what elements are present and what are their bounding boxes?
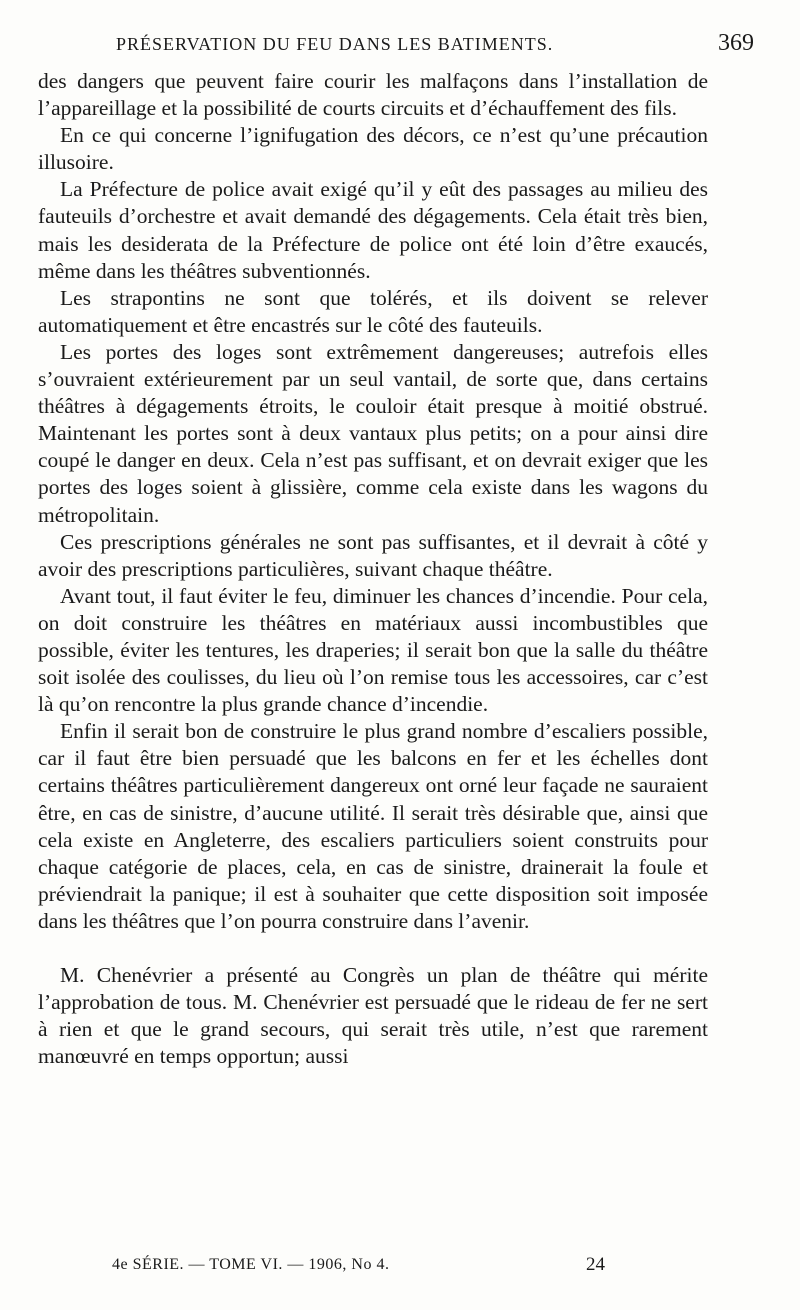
page-header [38,30,778,64]
body-text [38,68,708,1070]
paragraph: Les strapontins ne sont que tolérés, et ils doivent se relever automatiquement et être encastrés sur le côté des fauteuils. [38,285,708,337]
paragraph: Avant tout, il faut éviter le feu, diminuer les chances d’incendie. Pour cela, on doit construire les théâtres en matériaux aussi incombustibles que possible, éviter les tentures, les draperies; il serait bon que la salle du théâtre soit isolée des coulisses, du lieu où l’on remise tous les accessoires, car c’est là qu’on rencontre la plus grande chance d’incendie. [38,583,708,717]
signature-mark: 24 [586,1254,605,1275]
paragraph: En ce qui concerne l’ignifugation des décors, ce n’est qu’une précaution illusoire. [38,123,708,175]
paragraph: Ces prescriptions générales ne sont pas suffisantes, et il devrait à côté y avoir des prescriptions particulières, suivant chaque théâtre. [38,529,708,581]
page-number: 369 [718,30,754,56]
paragraph: Les portes des loges sont extrêmement dangereuses; autrefois elles s’ouvraient extérieurement par un seul vantail, de sorte que, dans certains théâtres à dégagements étroits, le couloir était presque à moitié obstrué. Maintenant les portes sont à deux vantaux plus petits; on a pour ainsi dire coupé le danger en deux. Cela n’est pas suffisant, et on devrait exiger que les portes des loges soient à glissière, comme cela existe dans les wagons du métropolitain. [38,339,708,527]
paragraph: M. Chenévrier a présenté au Congrès un plan de théâtre qui mérite l’approbation de tous. M. Chenévrier est persuadé que le rideau de fer ne sert à rien et que le grand secours, qui serait très utile, n’est que rarement manœuvré en temps opportun; aussi [38,963,708,1069]
paragraph: Enfin il serait bon de construire le plus grand nombre d’escaliers possible, car il faut être bien persuadé que les balcons en fer et les échelles dont certains théâtres particulièrement dangereux ont orné leur façade ne sauraient être, en cas de sinistre, d’aucune utilité. Il serait très désirable que, ainsi que cela existe en Angleterre, des escaliers particuliers soient construits pour chaque catégorie de places, cela, en cas de sinistre, drainerait la foule et préviendrait la panique; il est à souhaiter que cette disposition soit imposée dans les théâtres que l’on pourra construire dans l’avenir. [38,719,708,933]
series-line: 4e SÉRIE. — TOME VI. — 1906, No 4. [112,1256,390,1273]
paragraph: des dangers que peuvent faire courir les malfaçons dans l’installation de l’appareillage et la possibilité de courts circuits et d’échauffement des fils. [38,69,708,121]
running-title: PRÉSERVATION DU FEU DANS LES BATIMENTS. [116,34,554,54]
page-footer [112,1254,672,1280]
paragraph: La Préfecture de police avait exigé qu’il y eût des passages au milieu des fauteuils d’orchestre et avait demandé des dégagements. Cela était très bien, mais les desiderata de la Préfecture de police ont été loin d’être exaucés, même dans les théâtres subventionnés. [38,177,708,283]
